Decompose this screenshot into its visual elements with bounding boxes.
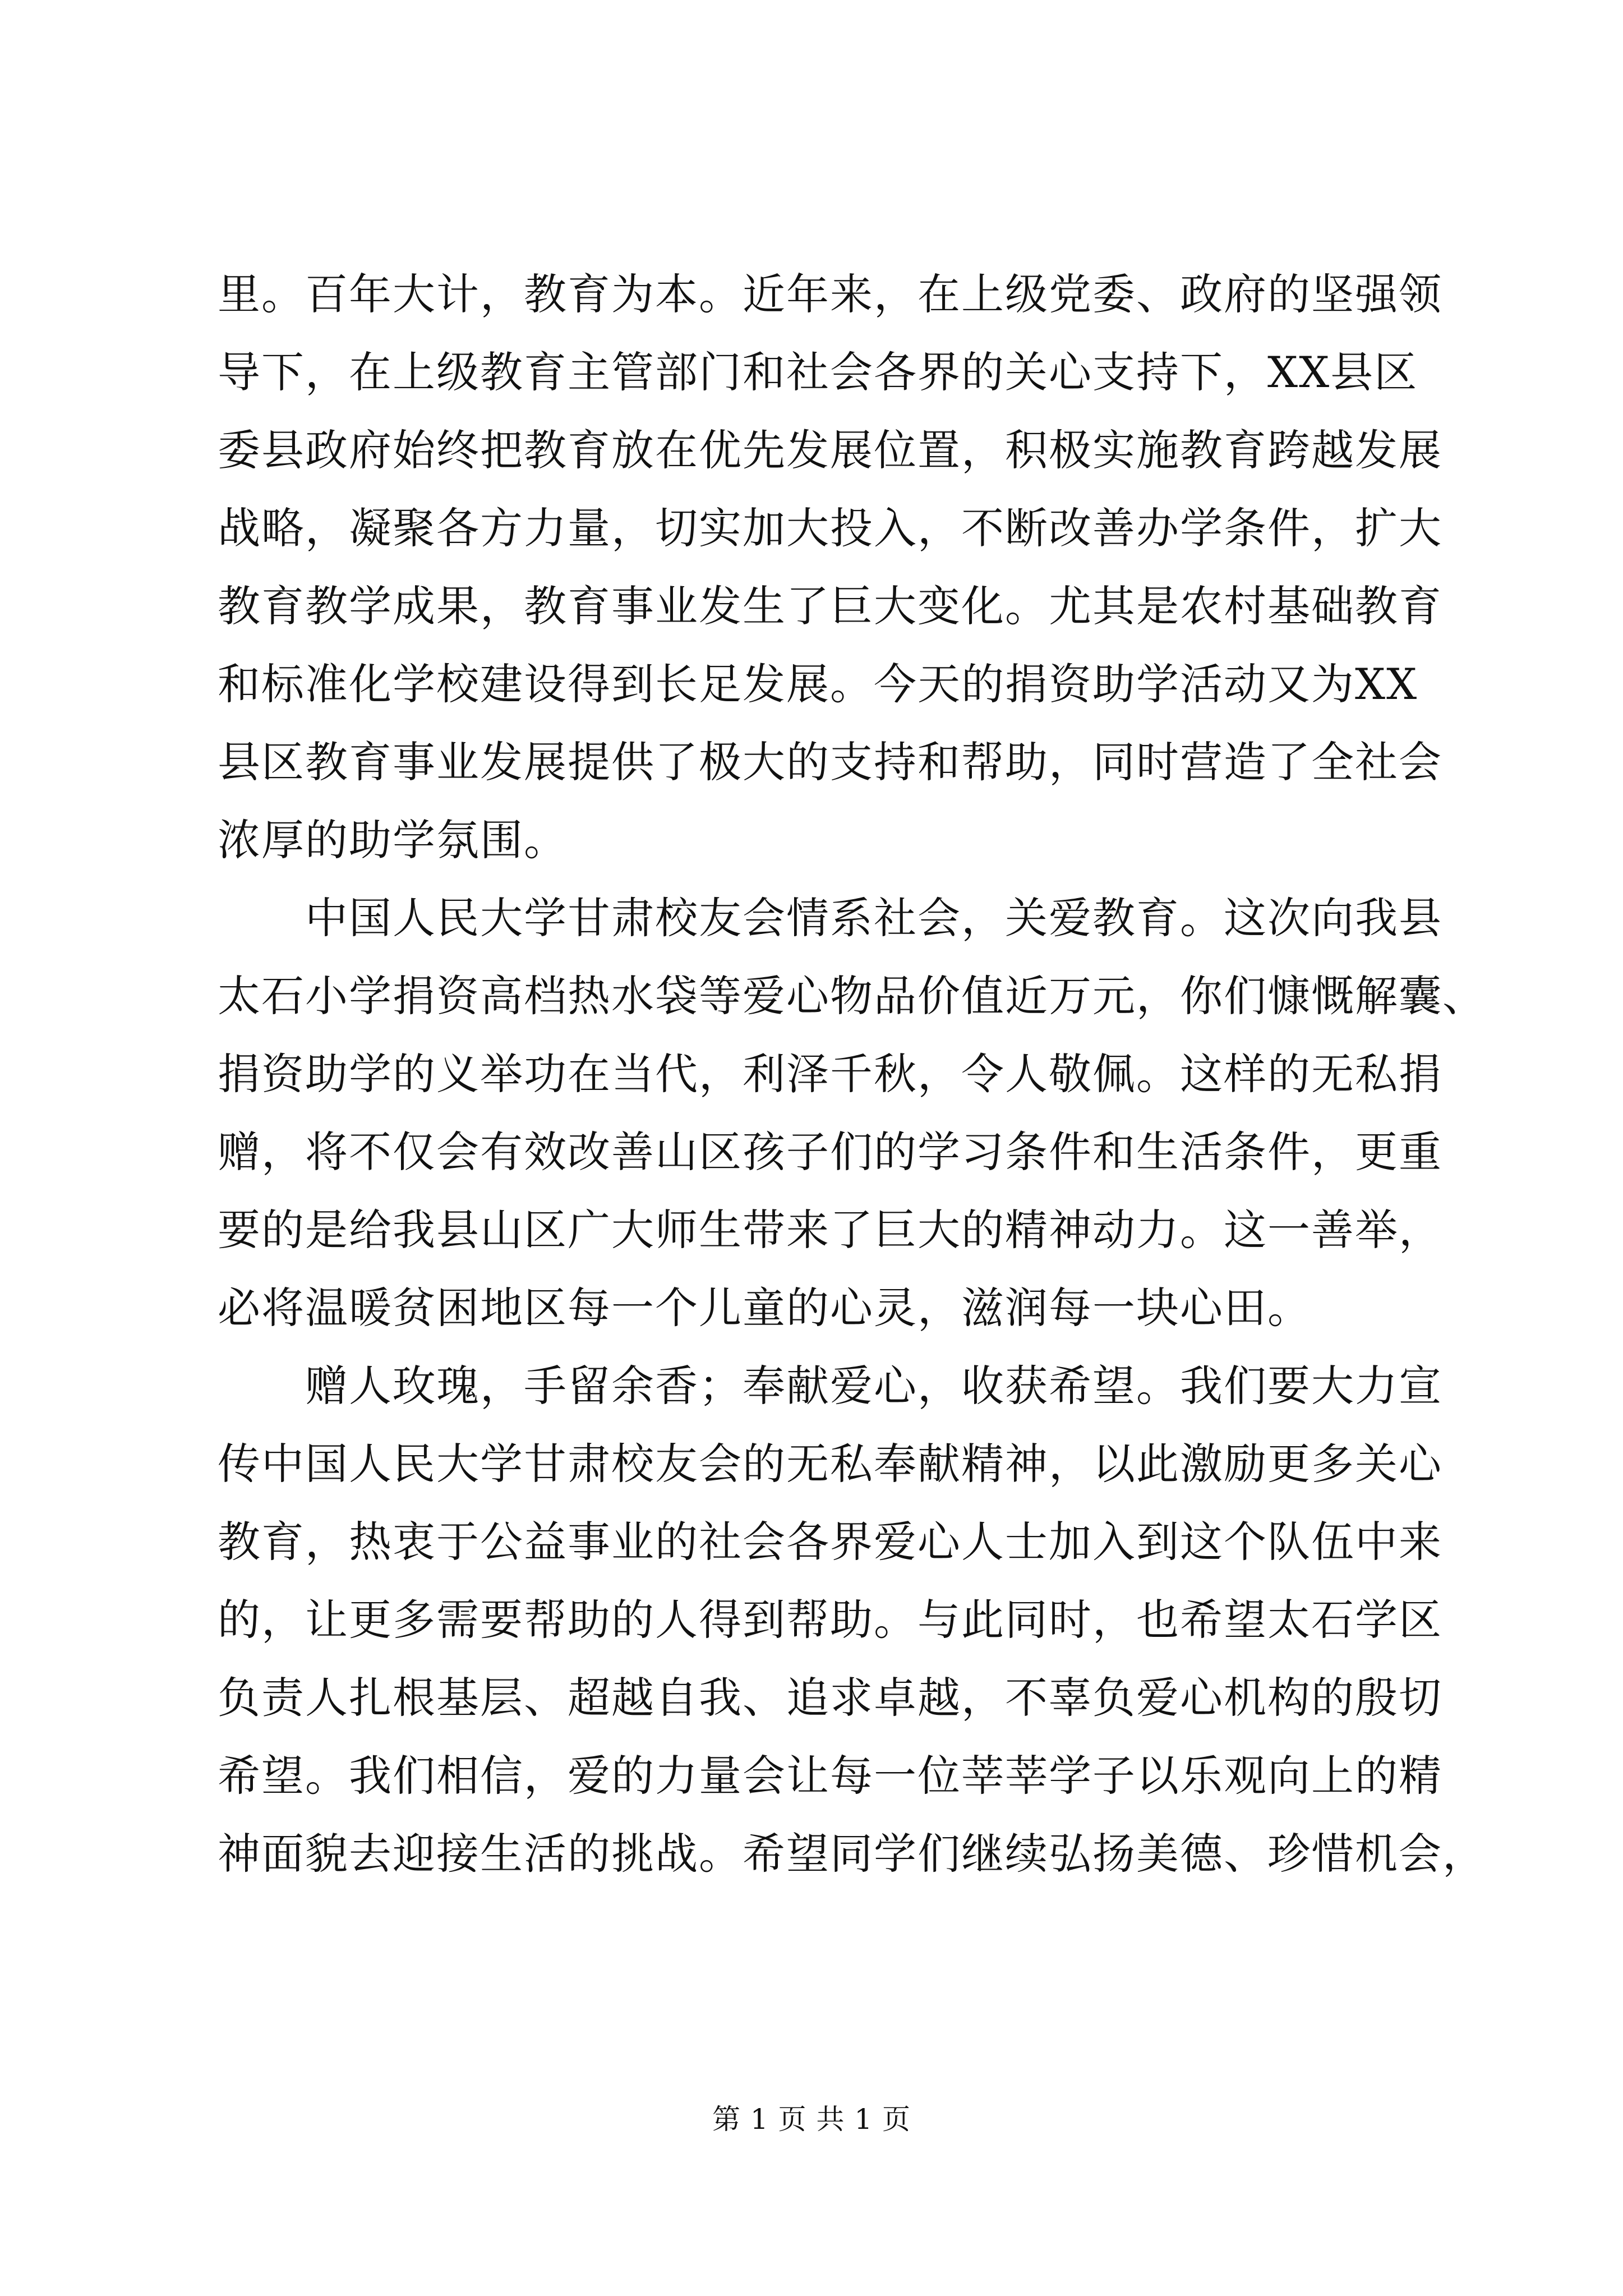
text-line: 教育，热衷于公益事业的社会各界爱心人士加入到这个队伍中来: [218, 1517, 1442, 1567]
text-line: 里。百年大计，教育为本。近年来，在上级党委、政府的坚强领: [218, 269, 1442, 319]
text-line: 希望。我们相信，爱的力量会让每一位莘莘学子以乐观向上的精: [218, 1751, 1442, 1801]
text-line: 的，让更多需要帮助的人得到帮助。与此同时，也希望太石学区: [218, 1595, 1442, 1645]
text-line: 战略，凝聚各方力量，切实加大投入，不断改善办学条件，扩大: [218, 503, 1442, 553]
paragraph-3: [218, 1347, 1486, 1893]
text-line: 委县政府始终把教育放在优先发展位置，积极实施教育跨越发展: [218, 425, 1442, 475]
text-line: 神面貌去迎接生活的挑战。希望同学们继续弘扬美德、珍惜机会，: [218, 1829, 1486, 1879]
text-line: 教育教学成果，教育事业发生了巨大变化。尤其是农村基础教育: [218, 581, 1442, 631]
paragraph-1: [218, 255, 1442, 879]
text-line: 负责人扎根基层、超越自我、追求卓越，不辜负爱心机构的殷切: [218, 1673, 1442, 1723]
document-body: [218, 255, 1486, 1893]
text-line: 必将温暖贫困地区每一个儿童的心灵，滋润每一块心田。: [218, 1283, 1311, 1333]
paragraph-2: [218, 879, 1486, 1347]
text-line: 太石小学捐资高档热水袋等爱心物品价值近万元，你们慷慨解囊、: [218, 971, 1486, 1021]
text-line: 赠人玫瑰，手留余香；奉献爱心，收获希望。我们要大力宣: [305, 1361, 1442, 1411]
text-line: 浓厚的助学氛围。: [218, 815, 568, 865]
page-footer: 第 1 页 共 1 页: [712, 2103, 911, 2136]
text-line: 导下，在上级教育主管部门和社会各界的关心支持下，XX县区: [218, 347, 1418, 397]
text-line: 捐资助学的义举功在当代，利泽千秋，令人敬佩。这样的无私捐: [218, 1049, 1442, 1099]
text-line: 县区教育事业发展提供了极大的支持和帮助，同时营造了全社会: [218, 737, 1442, 787]
text-line: 传中国人民大学甘肃校友会的无私奉献精神，以此激励更多关心: [218, 1439, 1442, 1489]
text-line: 要的是给我县山区广大师生带来了巨大的精神动力。这一善举，: [218, 1205, 1442, 1255]
text-line: 中国人民大学甘肃校友会情系社会，关爱教育。这次向我县: [305, 893, 1442, 943]
text-line: 和标准化学校建设得到长足发展。今天的捐资助学活动又为XX: [218, 659, 1418, 709]
text-line: 赠，将不仅会有效改善山区孩子们的学习条件和生活条件，更重: [218, 1127, 1442, 1177]
